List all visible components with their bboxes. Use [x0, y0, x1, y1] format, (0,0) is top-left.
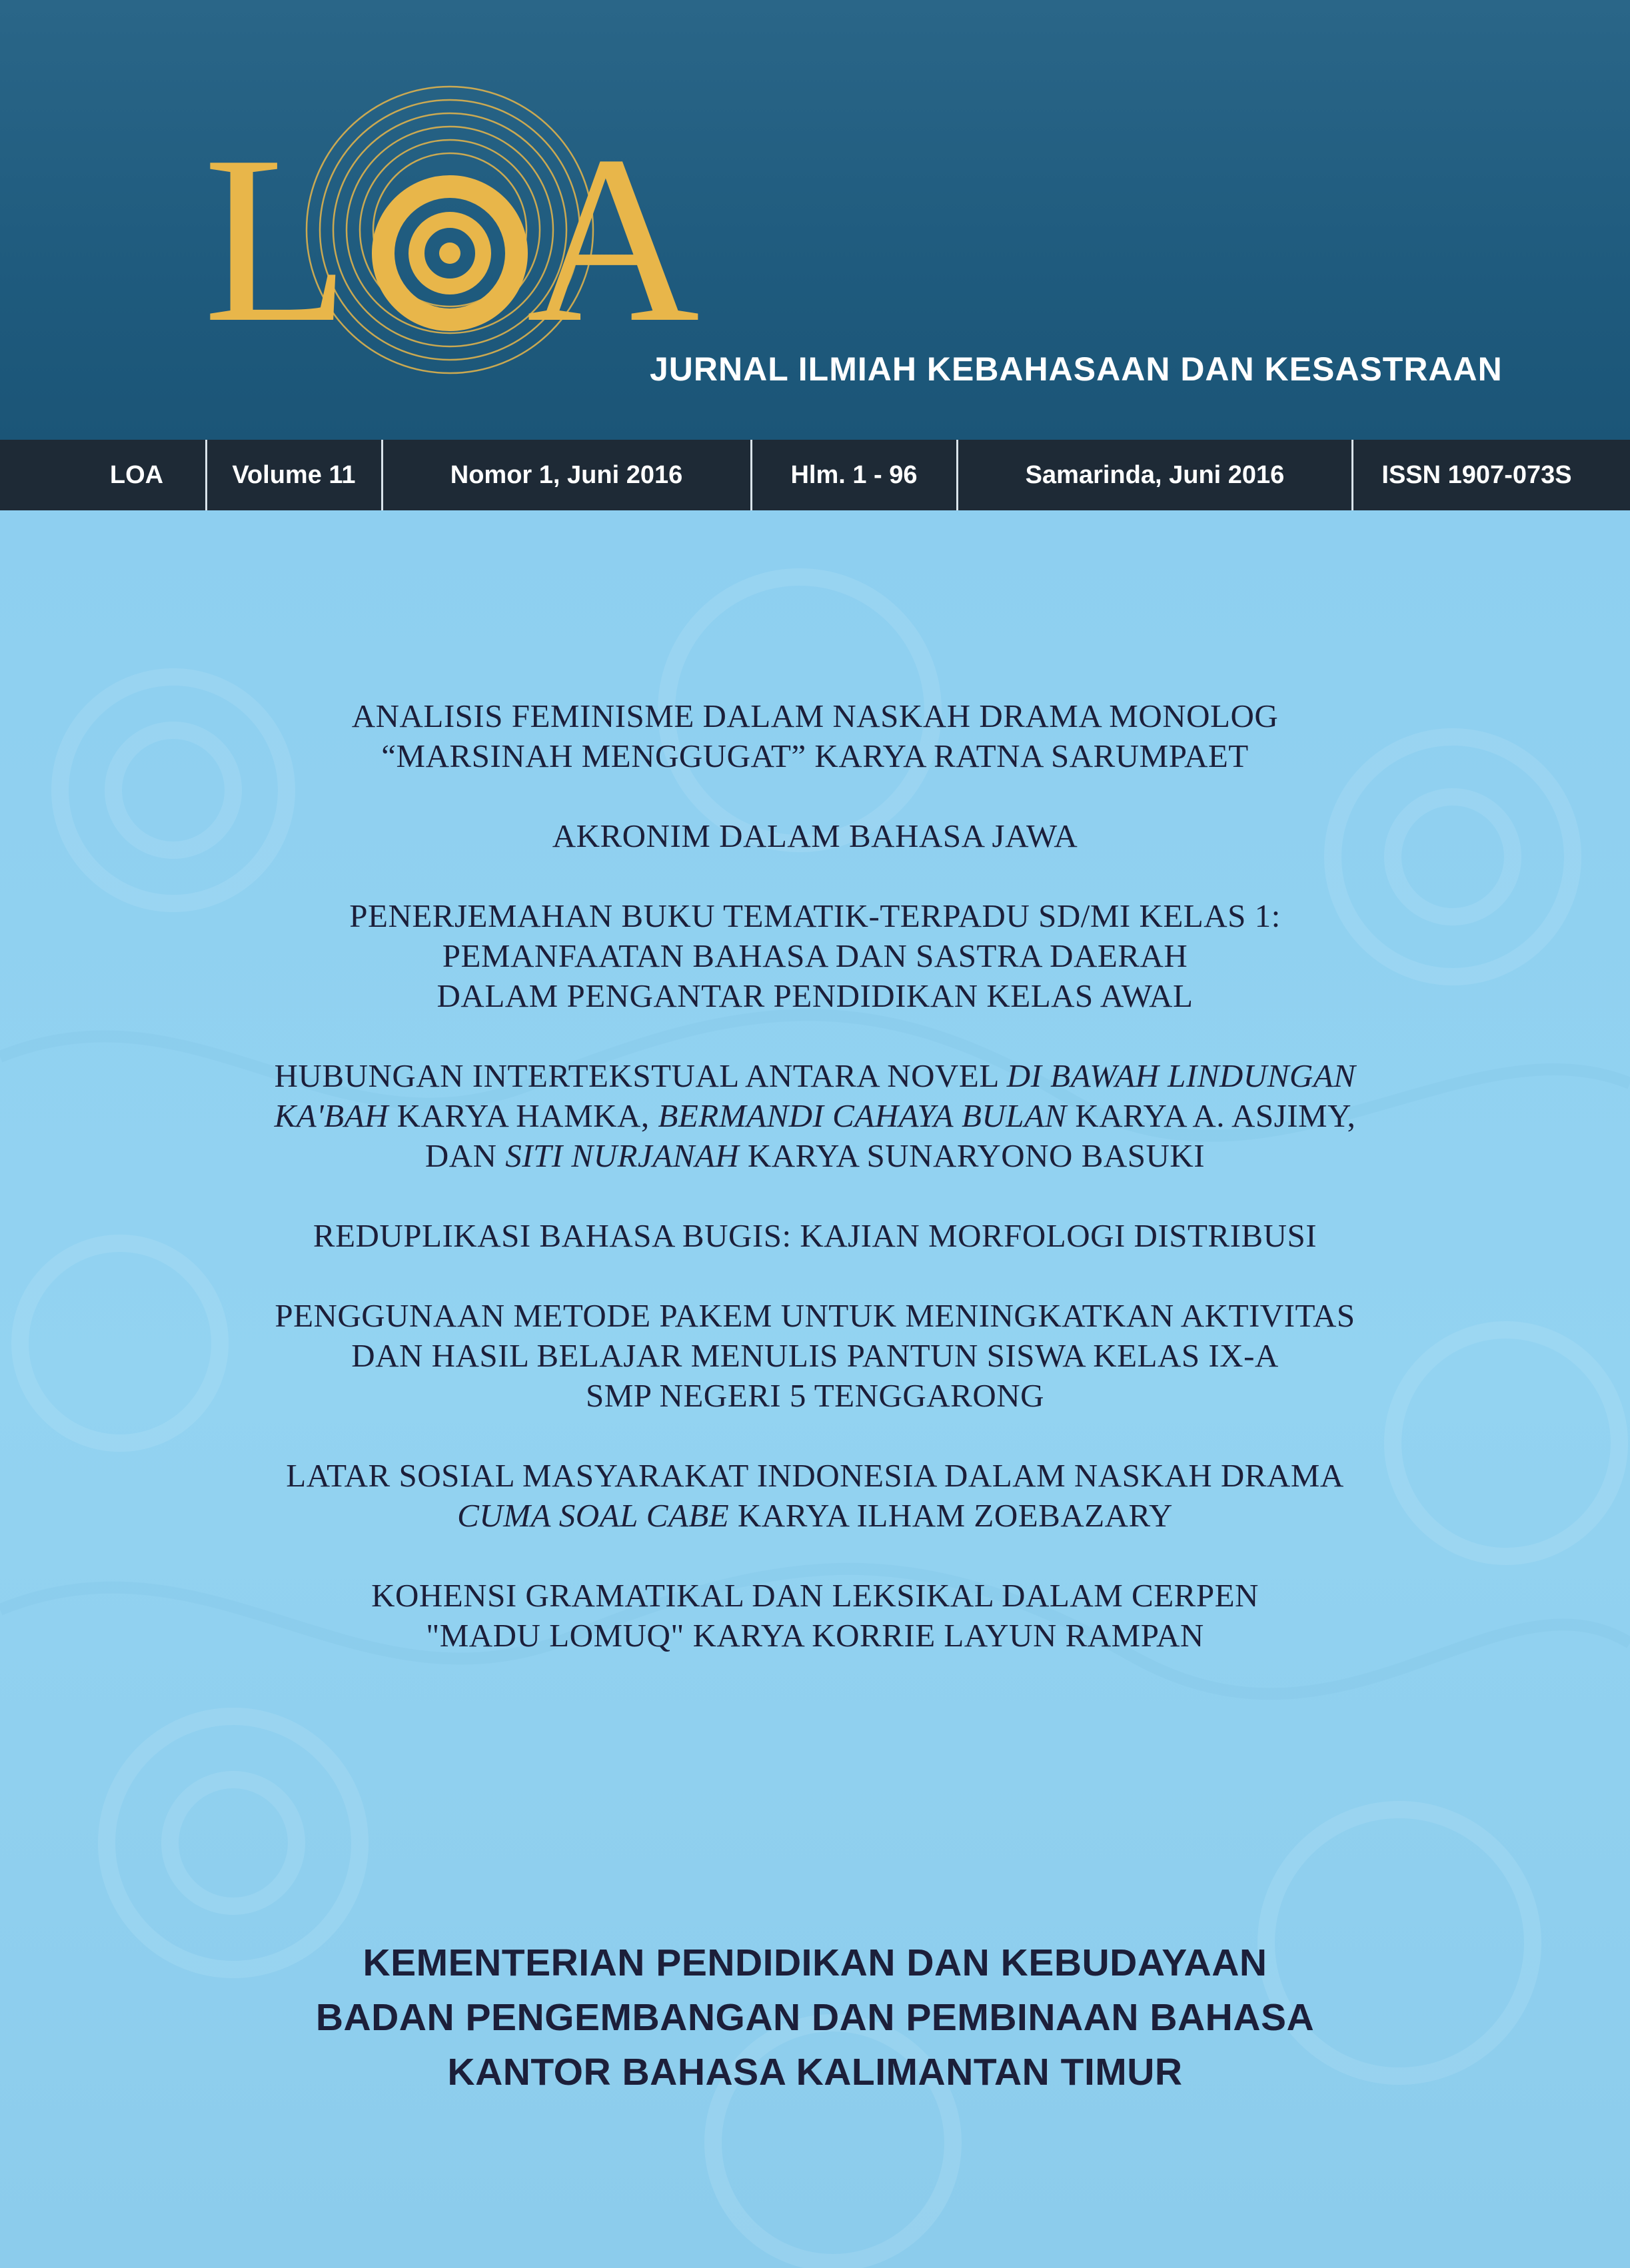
info-journal: LOA	[109, 460, 164, 489]
article-title-line: DAN HASIL BELAJAR MENULIS PANTUN SISWA KELAS IX-A	[351, 1337, 1279, 1374]
loa-logo	[193, 80, 740, 386]
cover-body	[0, 510, 1630, 2268]
info-pages: Hlm. 1 - 96	[790, 460, 918, 489]
article-title-line: KA'BAH KARYA HAMKA, BERMANDI CAHAYA BULAN KARYA A. ASJIMY,	[274, 1097, 1356, 1134]
cover-header	[0, 0, 1630, 440]
article-title-line: ANALISIS FEMINISME DALAM NASKAH DRAMA MONOLOG	[351, 698, 1279, 734]
article-title	[133, 1056, 1497, 1176]
article-title-line: PENGGUNAAN METODE PAKEM UNTUK MENINGKATKAN AKTIVITAS	[275, 1297, 1355, 1334]
issue-info-bar	[0, 440, 1630, 510]
article-title-line: PEMANFAATAN BAHASA DAN SASTRA DAERAH	[442, 937, 1188, 974]
journal-subtitle: JURNAL ILMIAH KEBAHASAAN DAN KESASTRAAN	[650, 350, 1503, 388]
info-issue: Nomor 1, Juni 2016	[450, 460, 683, 489]
info-place-date: Samarinda, Juni 2016	[1025, 460, 1285, 489]
article-title	[133, 1216, 1497, 1256]
article-title	[133, 696, 1497, 776]
info-issn: ISSN 1907-073S	[1381, 460, 1572, 489]
article-title-line: SMP NEGERI 5 TENGGARONG	[585, 1377, 1044, 1414]
logo-letter-l: L	[203, 106, 350, 372]
article-title	[133, 1456, 1497, 1536]
article-title-line: AKRONIM DALAM BAHASA JAWA	[552, 818, 1078, 854]
article-title-line: HUBUNGAN INTERTEKSTUAL ANTARA NOVEL DI BAWAH LINDUNGAN	[274, 1057, 1356, 1094]
article-title-line: KOHENSI GRAMATIKAL DAN LEKSIKAL DALAM CERPEN	[371, 1577, 1259, 1614]
article-title-line: DAN SITI NURJANAH KARYA SUNARYONO BASUKI	[424, 1137, 1206, 1174]
article-title	[133, 1576, 1497, 1656]
logo-letter-a: A	[526, 106, 700, 372]
article-list	[133, 696, 1497, 1696]
article-title-line: LATAR SOSIAL MASYARAKAT INDONESIA DALAM NASKAH DRAMA	[286, 1457, 1344, 1494]
publisher-line: KANTOR BAHASA KALIMANTAN TIMUR	[447, 2051, 1183, 2093]
article-title	[133, 896, 1497, 1016]
article-title-line: "MADU LOMUQ" KARYA KORRIE LAYUN RAMPAN	[426, 1617, 1204, 1654]
article-title-line: PENERJEMAHAN BUKU TEMATIK-TERPADU SD/MI KELAS 1:	[349, 897, 1281, 934]
article-title-line: REDUPLIKASI BAHASA BUGIS: KAJIAN MORFOLOGI DISTRIBUSI	[313, 1217, 1317, 1254]
publisher-line: BADAN PENGEMBANGAN DAN PEMBINAAN BAHASA	[315, 1996, 1315, 2039]
publisher-block	[133, 1936, 1497, 2099]
article-title	[133, 816, 1497, 856]
article-title-line: “MARSINAH MENGGUGAT” KARYA RATNA SARUMPAET	[381, 738, 1249, 774]
publisher-line: KEMENTERIAN PENDIDIKAN DAN KEBUDAYAAN	[363, 1942, 1267, 1984]
article-title-line: CUMA SOAL CABE KARYA ILHAM ZOEBAZARY	[457, 1497, 1173, 1534]
article-title-line: DALAM PENGANTAR PENDIDIKAN KELAS AWAL	[436, 977, 1194, 1014]
article-title	[133, 1296, 1497, 1416]
info-volume: Volume 11	[232, 460, 356, 489]
